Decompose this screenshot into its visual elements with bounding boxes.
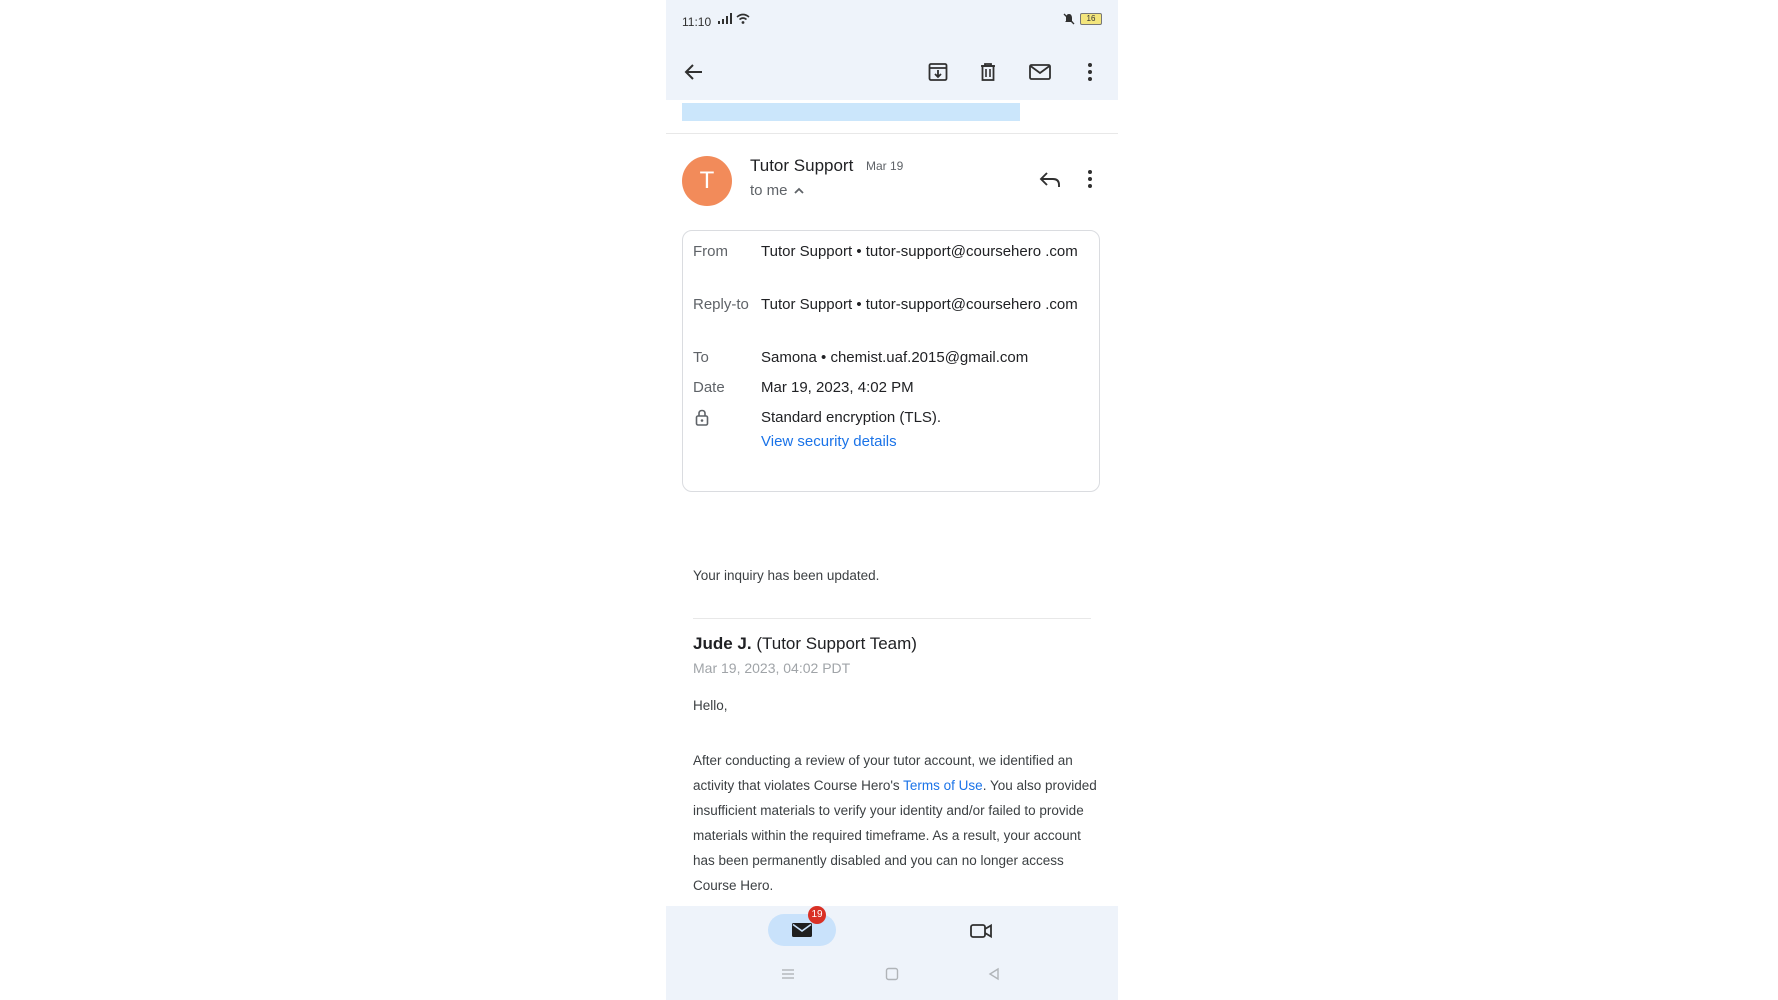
mail-tab[interactable]: [768, 909, 836, 946]
message-details-card: [682, 230, 1100, 492]
video-camera-icon: [969, 922, 993, 940]
terms-of-use-link[interactable]: Terms of Use: [903, 778, 983, 793]
status-right-icons: [1063, 13, 1102, 25]
recent-apps-button[interactable]: [778, 964, 798, 984]
square-icon: [885, 967, 899, 981]
sender-avatar[interactable]: T: [682, 156, 732, 206]
menu-lines-icon: [781, 968, 795, 980]
wifi-icon: [736, 13, 750, 24]
back-button[interactable]: [680, 58, 708, 86]
agent-timestamp: Mar 19, 2023, 04:02 PDT: [693, 660, 851, 676]
view-security-details-link[interactable]: View security details: [761, 433, 897, 450]
body-paragraph: [693, 748, 1097, 898]
reply-icon: [1039, 170, 1061, 188]
message-date: Mar 19: [866, 159, 904, 173]
battery-icon: 16: [1080, 13, 1102, 25]
lock-icon: [695, 409, 709, 426]
envelope-icon: [1028, 61, 1052, 83]
agent-line: [693, 634, 917, 654]
reply-to-label: Reply-to: [693, 296, 749, 313]
to-label: To: [693, 349, 709, 366]
subject-highlight-strip: [682, 103, 1020, 121]
more-vert-icon: [1087, 169, 1093, 189]
recipient-summary: to me: [750, 182, 788, 199]
message-more-button[interactable]: [1080, 165, 1100, 193]
reply-to-value: Tutor Support • tutor-support@coursehero .com: [761, 296, 1078, 313]
bell-off-icon: [1063, 13, 1075, 25]
more-options-button[interactable]: [1076, 58, 1104, 86]
from-label: From: [693, 243, 728, 260]
mark-unread-button[interactable]: [1026, 58, 1054, 86]
status-bar: [666, 0, 1118, 44]
top-toolbar: [666, 44, 1118, 100]
reply-button[interactable]: [1036, 165, 1064, 193]
system-back-button[interactable]: [984, 964, 1004, 984]
bottom-navigation: [666, 906, 1118, 1000]
recipient-toggle[interactable]: [750, 182, 804, 199]
date-value: Mar 19, 2023, 4:02 PM: [761, 379, 914, 396]
inquiry-update-text: Your inquiry has been updated.: [693, 568, 880, 583]
agent-name: Jude J.: [693, 634, 752, 653]
para-part1: After conducting a review of your tutor account, we identified an activity that violates Course Hero's: [693, 753, 1073, 793]
archive-button[interactable]: [924, 58, 952, 86]
from-value: Tutor Support • tutor-support@coursehero .com: [761, 243, 1078, 260]
more-vert-icon: [1087, 62, 1093, 82]
agent-team: (Tutor Support Team): [756, 634, 917, 653]
triangle-back-icon: [987, 967, 1001, 981]
to-value: Samona • chemist.uaf.2015@gmail.com: [761, 349, 1029, 366]
mail-icon: [791, 921, 813, 939]
trash-icon: [977, 61, 999, 83]
date-label: Date: [693, 379, 725, 396]
encryption-value: Standard encryption (TLS).: [761, 409, 942, 426]
delete-button[interactable]: [974, 58, 1002, 86]
phone-screen: [666, 0, 1118, 1000]
status-time: 11:10: [682, 15, 712, 29]
meet-tab[interactable]: [966, 916, 996, 946]
signal-icon: [718, 13, 732, 24]
sender-name: Tutor Support: [750, 156, 854, 175]
archive-icon: [927, 61, 949, 83]
home-button[interactable]: [882, 964, 902, 984]
para-part2: . You also provided insufficient materials to verify your identity and/or failed to provide materials within the required timeframe. As a result, your account has been permanently disabled and you can no longer access Course Hero.: [693, 778, 1097, 893]
chevron-up-icon: [794, 187, 804, 194]
greeting-text: Hello,: [693, 698, 728, 713]
status-left-icons: [718, 13, 750, 24]
divider: [666, 133, 1118, 134]
unread-badge: 19: [808, 906, 826, 924]
arrow-left-icon: [683, 61, 705, 83]
body-divider: [693, 618, 1091, 619]
